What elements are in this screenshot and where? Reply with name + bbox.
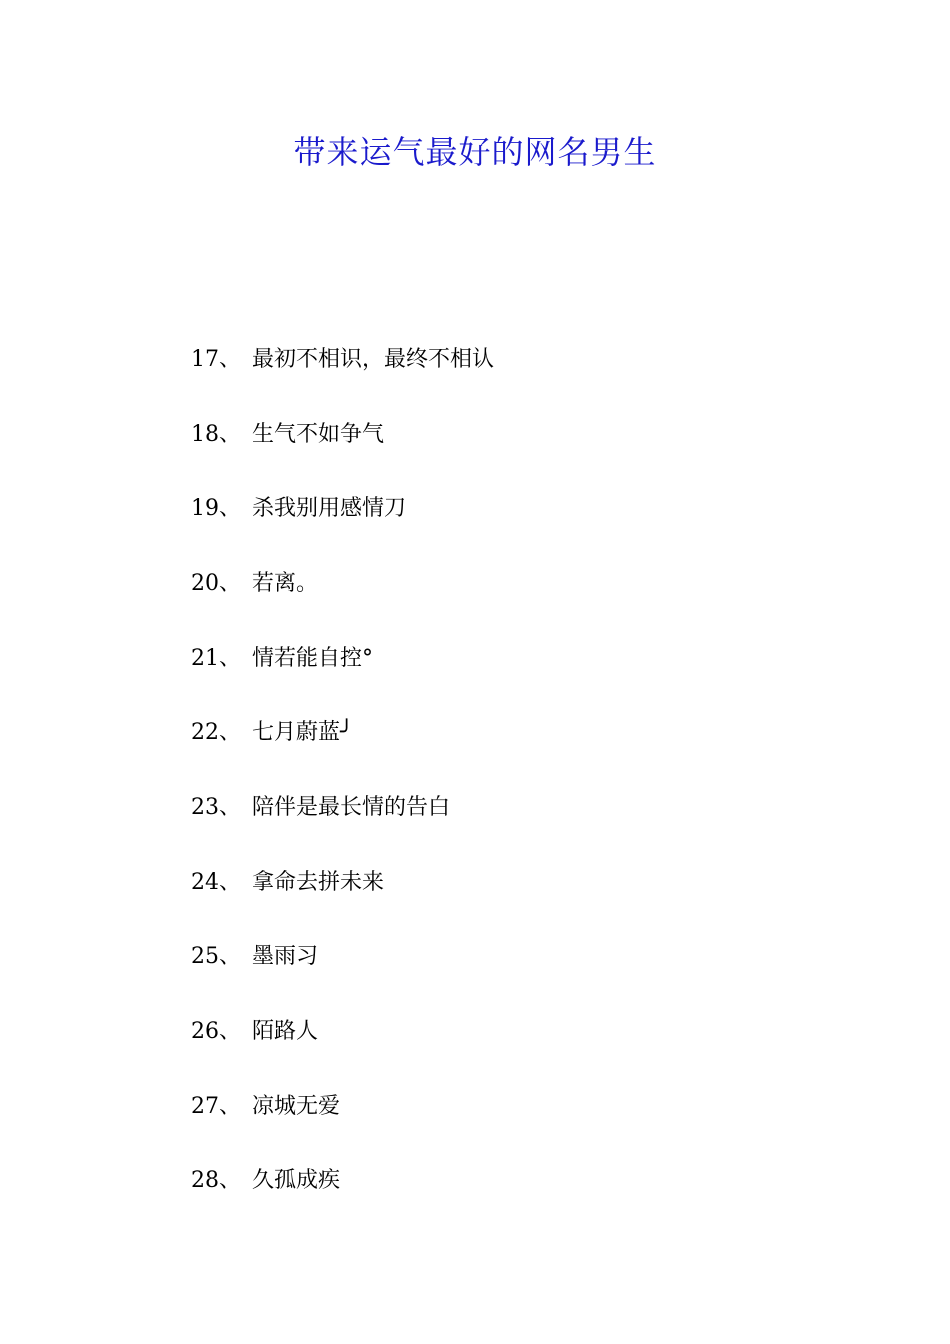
item-text: 凉城无爱 bbox=[252, 1094, 341, 1119]
list-item bbox=[0, 1090, 950, 1124]
item-text: 生气不如争气 bbox=[252, 422, 385, 447]
item-number: 21、 bbox=[191, 646, 241, 671]
item-text: 陌路人 bbox=[252, 1019, 319, 1044]
list-item bbox=[0, 716, 950, 750]
item-text: 拿命去拼未来 bbox=[252, 870, 385, 895]
list-item bbox=[0, 418, 950, 452]
item-number: 25、 bbox=[191, 944, 241, 969]
item-text: 七月蔚蓝╯ bbox=[252, 720, 354, 745]
item-text: 最初不相识，最终不相认 bbox=[252, 347, 495, 372]
item-text: 杀我别用感情刀 bbox=[252, 496, 407, 521]
item-number: 26、 bbox=[191, 1019, 241, 1044]
item-number: 17、 bbox=[191, 347, 241, 372]
item-text: 若离。 bbox=[252, 571, 319, 596]
list-item bbox=[0, 791, 950, 825]
list-item bbox=[0, 1164, 950, 1198]
list-item bbox=[0, 1015, 950, 1049]
item-text: 久孤成疾 bbox=[252, 1168, 341, 1193]
item-number: 24、 bbox=[191, 870, 241, 895]
document-title: 带来运气最好的网名男生 bbox=[293, 133, 657, 171]
item-text: 陪伴是最长情的告白 bbox=[252, 795, 451, 820]
item-number: 28、 bbox=[191, 1168, 241, 1193]
item-number: 18、 bbox=[191, 422, 241, 447]
item-text: 情若能自控° bbox=[252, 646, 374, 671]
item-number: 23、 bbox=[191, 795, 241, 820]
item-number: 27、 bbox=[191, 1094, 241, 1119]
list-item bbox=[0, 940, 950, 974]
list-item bbox=[0, 866, 950, 900]
list-item bbox=[0, 343, 950, 377]
item-number: 19、 bbox=[191, 496, 241, 521]
item-number: 22、 bbox=[191, 720, 241, 745]
list-item bbox=[0, 492, 950, 526]
list-item bbox=[0, 642, 950, 676]
list-item bbox=[0, 567, 950, 601]
item-text: 墨雨习 bbox=[252, 944, 319, 969]
item-number: 20、 bbox=[191, 571, 241, 596]
